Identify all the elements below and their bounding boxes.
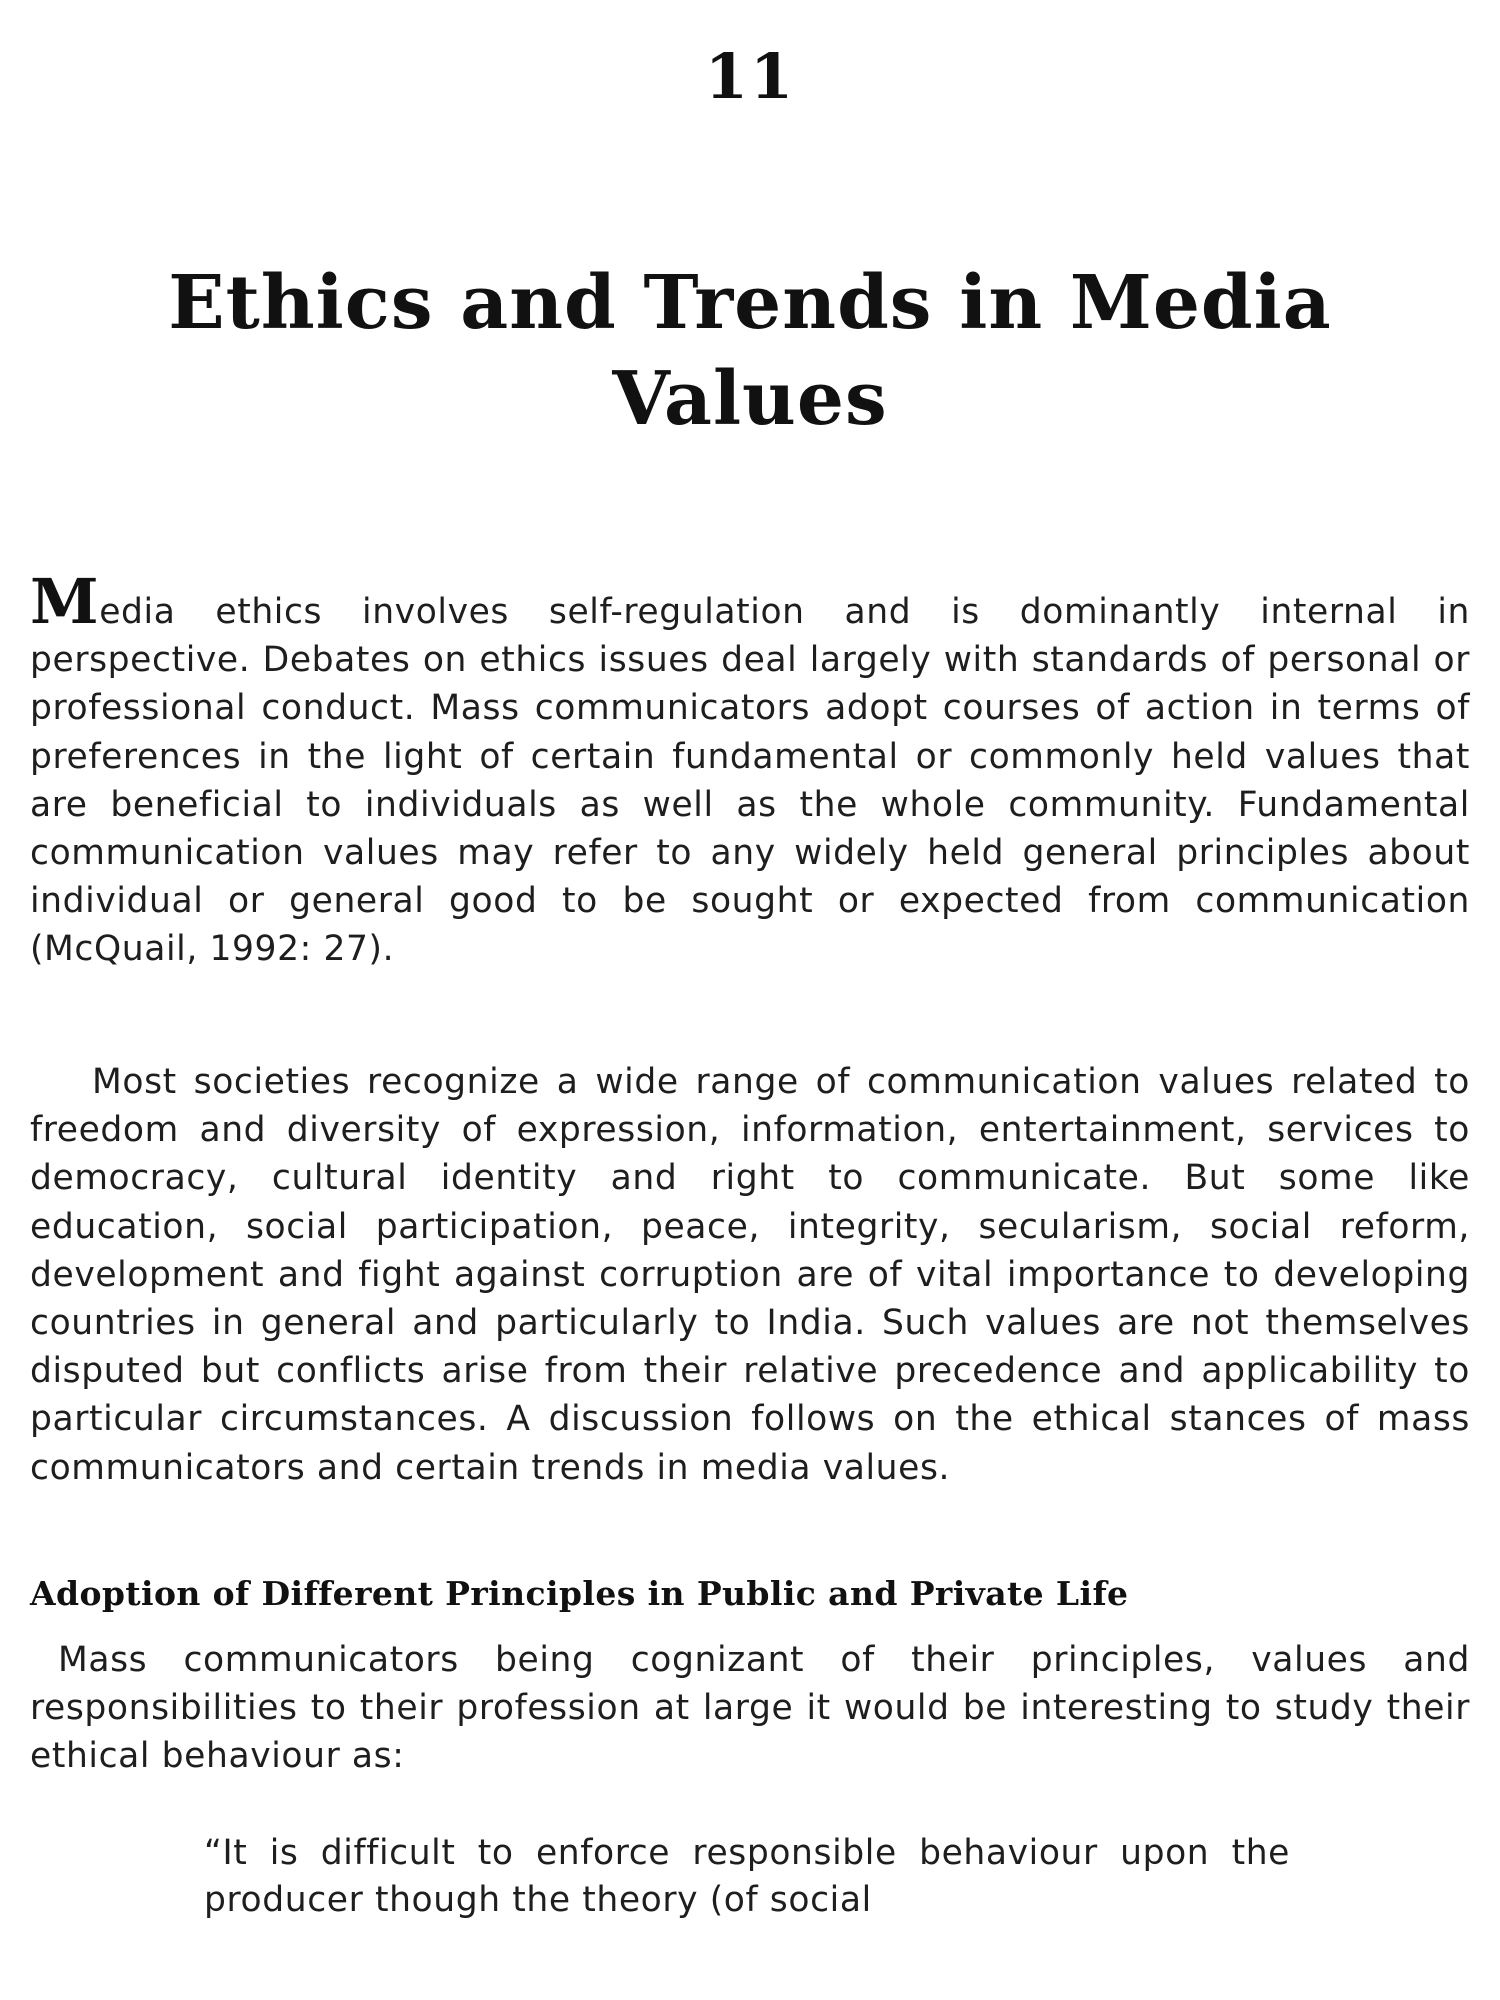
intro-paragraph-text: edia ethics involves self-regulation and is dominantly internal in perspective. Debates on ethics issues deal largely with standards of personal or professional conduct. Mass communicators adopt courses of action in terms of preferences in the light of certain fundamental or commonly held values that are beneficial to individuals as well as the whole community. Fundamental communication values may refer to any widely held general principles about individual or general good to be sought or expected from communication (McQuail, 1992: 27). xyxy=(30,592,1470,970)
chapter-title: Ethics and Trends in Media Values xyxy=(168,260,1332,442)
chapter-number: 11 xyxy=(704,40,796,113)
intro-paragraph xyxy=(30,565,1470,974)
drop-cap: M xyxy=(30,565,100,638)
block-quote: “It is difficult to enforce responsible behaviour upon the producer though the theory (of social xyxy=(204,1833,1290,1920)
section-heading: Adoption of Different Principles in Public and Private Life xyxy=(30,1574,1129,1613)
values-paragraph: Most societies recognize a wide range of communication values related to freedom and diversity of expression, information, entertainment, services to democracy, cultural identity and right to communicate. But some like education, social participation, peace, integrity, secularism, social reform, development and fight against corruption are of vital importance to developing countries in general and particularly to India. Such values are not themselves disputed but conflicts arise from their relative precedence and applicability to particular circumstances. A discussion follows on the ethical stances of mass communicators and certain trends in media values. xyxy=(30,1062,1470,1488)
section-paragraph: Mass communicators being cognizant of their principles, values and responsibilities to their profession at large it would be interesting to study their ethical behaviour as: xyxy=(30,1640,1470,1777)
